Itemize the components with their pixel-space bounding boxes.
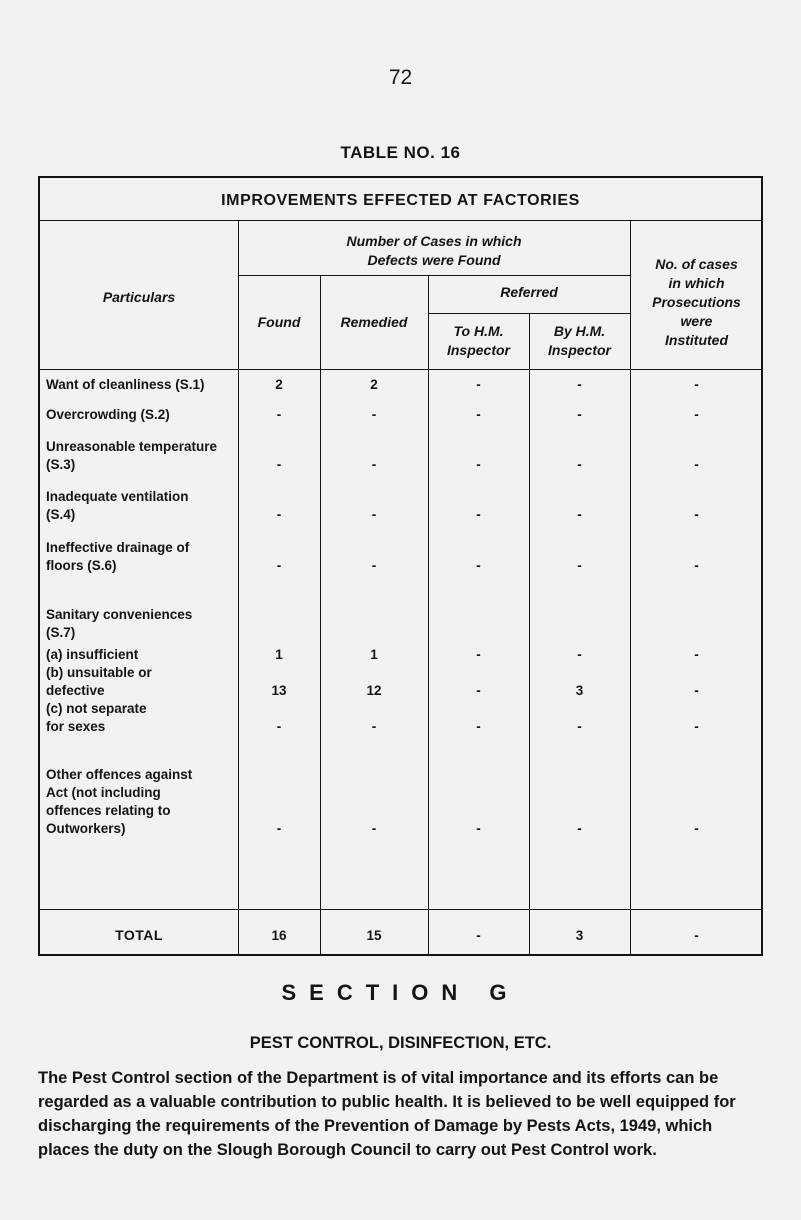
- cell-found: 2: [275, 377, 283, 392]
- cell-found: -: [276, 407, 282, 422]
- cell-remedied: 1: [370, 647, 378, 662]
- cell-prosecutions: -: [694, 377, 699, 392]
- cell-prosecutions: -: [694, 683, 699, 698]
- cell-by-hm: -: [577, 457, 582, 472]
- rule-under-header: [40, 369, 761, 370]
- rule-under-group: [238, 275, 630, 276]
- row-label-overcrowding: Overcrowding (S.2): [46, 407, 170, 422]
- cell-to-hm: -: [476, 647, 481, 662]
- total-prosecutions: -: [694, 928, 699, 943]
- cell-found: -: [276, 507, 282, 522]
- header-by-hm-inspector: By H.M. Inspector: [547, 323, 611, 358]
- cell-to-hm: -: [476, 558, 481, 573]
- cell-remedied: -: [371, 407, 377, 422]
- body-paragraph: The Pest Control section of the Department is of vital importance and its efforts can be regarded as a valuable contribution to public health. It is believed to be well equipped for discharging the requirements of the Prevention of Damage by Pests Acts, 1949, which places the duty on the Slough Borough Council to carry out Pest Control work.: [38, 1069, 736, 1159]
- cell-found: -: [276, 558, 282, 573]
- cell-to-hm: -: [476, 407, 481, 422]
- cell-to-hm: -: [476, 683, 481, 698]
- cell-remedied: 2: [370, 377, 378, 392]
- row-label-ventilation: Inadequate ventilation (S.4): [46, 489, 189, 522]
- row-label-sanitary-a: (a) insufficient: [46, 647, 139, 662]
- cell-found: -: [276, 719, 282, 734]
- cell-found: -: [276, 821, 282, 836]
- cell-found: -: [276, 457, 282, 472]
- cell-found: 1: [275, 647, 283, 662]
- cell-prosecutions: -: [694, 558, 699, 573]
- cell-remedied: -: [371, 821, 377, 836]
- header-prosecutions: No. of cases in which Prosecutions were Instituted: [652, 256, 741, 348]
- cell-prosecutions: -: [694, 821, 699, 836]
- total-label: TOTAL: [115, 927, 163, 943]
- row-label-drainage: Ineffective drainage of floors (S.6): [46, 540, 190, 573]
- header-referred: Referred: [500, 284, 558, 300]
- cell-by-hm: -: [577, 821, 582, 836]
- cell-remedied: 12: [366, 683, 382, 698]
- row-label-other: Other offences against Act (not including offences relating to Outworkers): [46, 767, 193, 836]
- cell-by-hm: -: [577, 719, 582, 734]
- row-label-sanitary: Sanitary conveniences (S.7): [46, 607, 193, 640]
- cell-remedied: -: [371, 719, 377, 734]
- cell-to-hm: -: [476, 507, 481, 522]
- cell-by-hm: -: [577, 377, 582, 392]
- cell-by-hm: 3: [575, 683, 584, 698]
- cell-remedied: -: [371, 558, 377, 573]
- cell-found: 13: [271, 683, 287, 698]
- header-remedied: Remedied: [340, 314, 408, 330]
- total-remedied: 15: [366, 928, 382, 943]
- row-label-sanitary-b: (b) unsuitable or defective: [46, 665, 152, 698]
- total-by-hm: 3: [575, 928, 584, 943]
- rule-under-caption: [40, 220, 761, 221]
- header-to-hm-inspector: To H.M. Inspector: [446, 323, 510, 358]
- cell-prosecutions: -: [694, 719, 699, 734]
- row-label-cleanliness: Want of cleanliness (S.1): [46, 377, 205, 392]
- table-title: TABLE NO. 16: [340, 143, 461, 162]
- cell-by-hm: -: [577, 647, 582, 662]
- table-caption: IMPROVEMENTS EFFECTED AT FACTORIES: [221, 192, 580, 209]
- cell-to-hm: -: [476, 457, 481, 472]
- cell-by-hm: -: [577, 558, 582, 573]
- header-found: Found: [257, 314, 301, 330]
- row-label-temperature: Unreasonable temperature (S.3): [46, 439, 218, 472]
- total-to-hm: -: [476, 928, 481, 943]
- cell-prosecutions: -: [694, 507, 699, 522]
- section-heading: SECTION G: [281, 980, 520, 1005]
- cell-to-hm: -: [476, 377, 481, 392]
- improvements-table: [38, 176, 763, 956]
- header-number-group: Number of Cases in which Defects were Found: [346, 233, 522, 268]
- page-number: 72: [388, 66, 413, 89]
- cell-prosecutions: -: [694, 647, 699, 662]
- cell-to-hm: -: [476, 821, 481, 836]
- section-subheading: PEST CONTROL, DISINFECTION, ETC.: [249, 1034, 552, 1052]
- cell-by-hm: -: [577, 407, 582, 422]
- cell-remedied: -: [371, 457, 377, 472]
- cell-by-hm: -: [577, 507, 582, 522]
- cell-prosecutions: -: [694, 407, 699, 422]
- rule-above-total: [40, 909, 761, 910]
- cell-prosecutions: -: [694, 457, 699, 472]
- row-label-sanitary-c: (c) not separate for sexes: [46, 701, 147, 734]
- header-particulars: Particulars: [102, 289, 176, 305]
- cell-remedied: -: [371, 507, 377, 522]
- cell-to-hm: -: [476, 719, 481, 734]
- total-found: 16: [271, 928, 287, 943]
